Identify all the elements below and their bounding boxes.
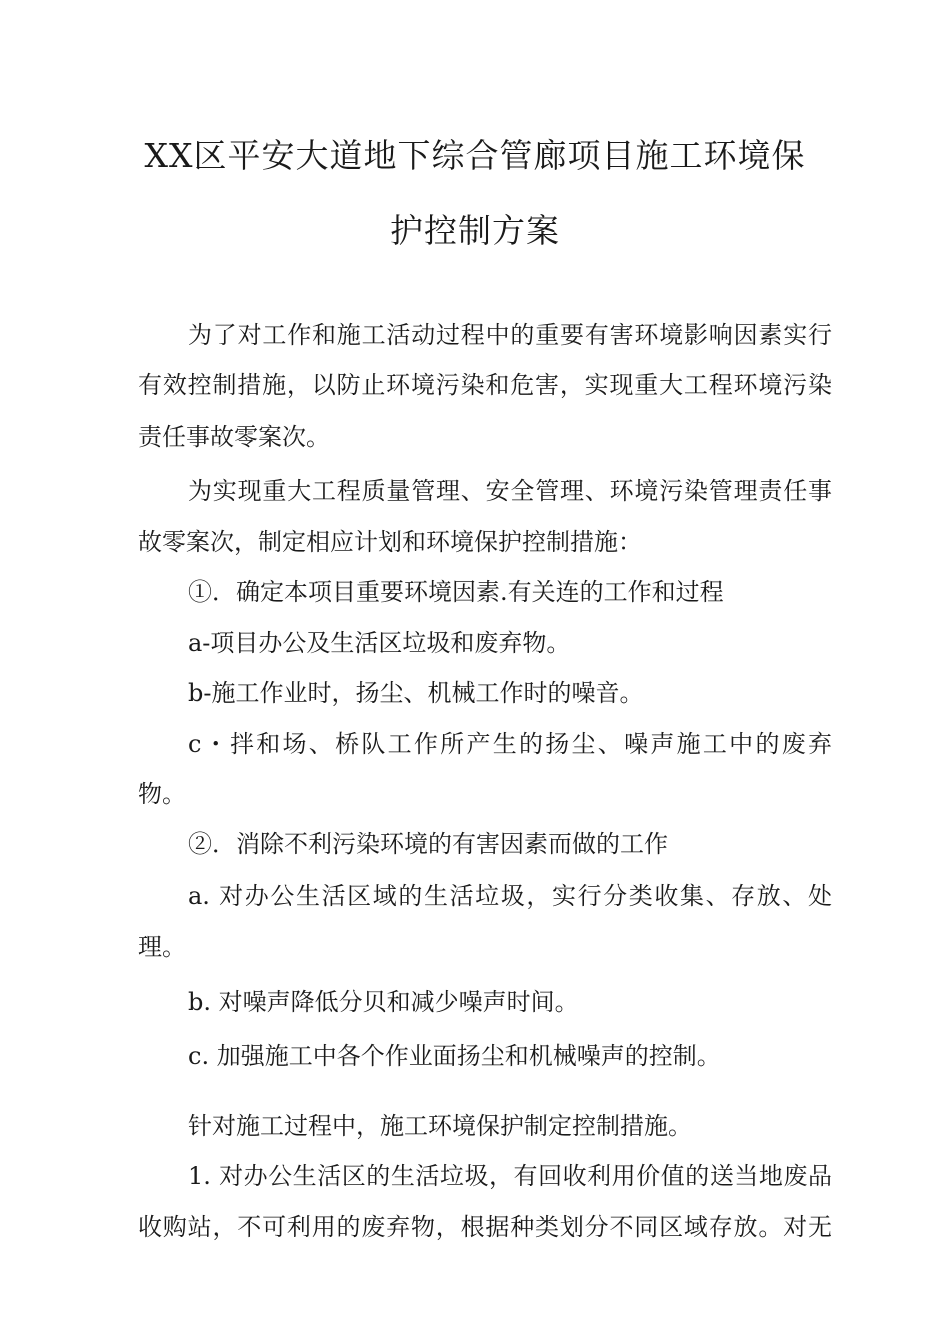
paragraph-line: 故零案次，制定相应计划和环境保护控制措施：	[138, 528, 642, 556]
section-heading: ①．确定本项目重要环境因素.有关连的工作和过程	[188, 578, 724, 606]
list-item: b-施工作业时，扬尘、机械工作时的噪音。	[188, 679, 644, 707]
list-item: a. 对办公生活区域的生活垃圾，实行分类收集、存放、处	[188, 882, 832, 910]
list-item: c・拌和场、桥队工作所产生的扬尘、噪声施工中的废弃	[188, 730, 832, 758]
document-title-line-1: XX区平安大道地下综合管廊项目施工环境保	[144, 136, 806, 175]
paragraph-line: 为了对工作和施工活动过程中的重要有害环境影响因素实行	[188, 321, 832, 349]
list-item: c. 加强施工中各个作业面扬尘和机械噪声的控制。	[188, 1042, 721, 1070]
list-item-continuation: 收购站，不可利用的废弃物，根据种类划分不同区域存放。对无	[138, 1213, 832, 1241]
paragraph-line: 责任事故零案次。	[138, 423, 330, 451]
document-title-line-2: 护控制方案	[390, 211, 560, 250]
paragraph-line: 有效控制措施，以防止环境污染和危害，实现重大工程环境污染	[138, 371, 832, 399]
list-item: a-项目办公及生活区垃圾和废弃物。	[188, 629, 571, 657]
paragraph-line: 针对施工过程中，施工环境保护制定控制措施。	[188, 1112, 692, 1140]
section-heading: ②．消除不利污染环境的有害因素而做的工作	[188, 830, 668, 858]
paragraph-line: 为实现重大工程质量管理、安全管理、环境污染管理责任事	[188, 477, 832, 505]
list-item: 1. 对办公生活区的生活垃圾，有回收利用价值的送当地废品	[188, 1162, 832, 1190]
list-item-continuation: 物。	[138, 780, 186, 808]
list-item-continuation: 理。	[138, 933, 186, 961]
list-item: b. 对噪声降低分贝和减少噪声时间。	[188, 988, 579, 1016]
